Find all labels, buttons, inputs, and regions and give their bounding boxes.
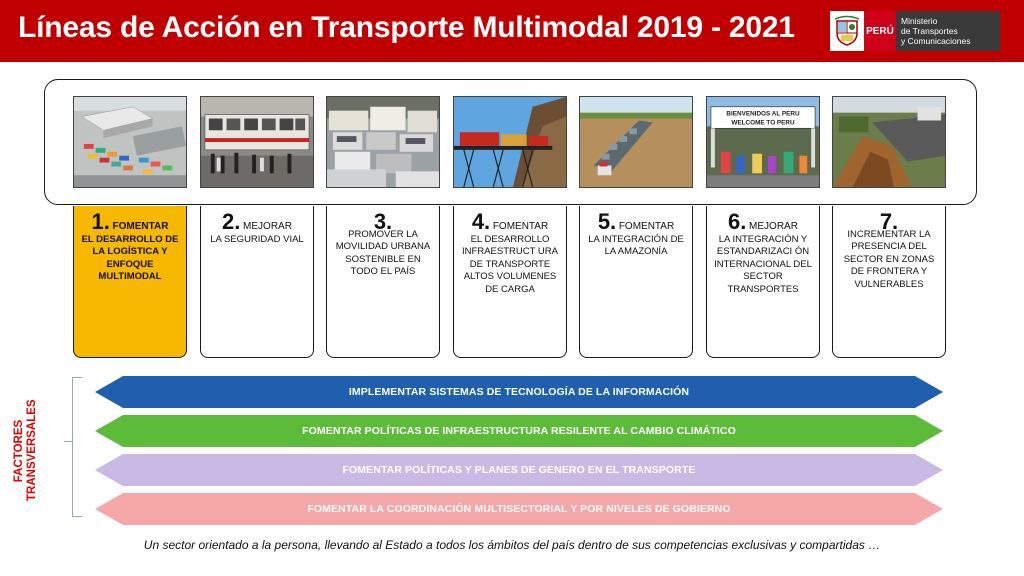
- amazon-barge-photo: [579, 96, 693, 188]
- urban-traffic-photo: [326, 96, 440, 188]
- card-lead: FOMENTAR: [492, 221, 549, 232]
- train-bridge-photo: [453, 96, 567, 188]
- action-line-card-7: [832, 206, 946, 358]
- arrow-label: FOMENTAR LA COORDINACIÓN MULTISECTORIAL Y POR NIVELES DE GOBIERNO: [307, 503, 731, 515]
- card-number: 3.: [373, 209, 393, 234]
- action-line-card-5: [579, 206, 693, 358]
- action-line-card-1: [73, 206, 187, 358]
- card-number: 2.: [222, 209, 241, 234]
- card-text: LA INTEGRACIÓN Y ESTANDARIZACI ÓN INTERNACIONAL DEL SECTOR TRANSPORTES: [714, 233, 812, 295]
- card-number: 6.: [728, 209, 747, 234]
- transversal-bracket: [72, 377, 82, 517]
- action-line-card-2: [200, 206, 314, 358]
- transversal-factors-label: FACTORES TRANSVERSALES: [13, 399, 38, 501]
- border-crossing-photo: [706, 96, 820, 188]
- card-text: PROMOVER LA MOVILIDAD URBANA SOSTENIBLE EN TODO EL PAÍS: [335, 228, 431, 277]
- sign-line-1: BIENVENIDOS AL PERU: [726, 110, 800, 118]
- footer-tagline: Un sector orientado a la persona, llevando al Estado a todos los ámbitos del país dentro de sus competencias exclusivas y compartidas …: [143, 538, 881, 552]
- card-text: EL DESARROLLO INFRAESTRUCT URA DE TRANSPORTE ALTOS VOLUMENES DE CARGA: [462, 233, 558, 295]
- action-line-card-6: [706, 206, 820, 358]
- ministry-logo: [830, 11, 1000, 51]
- arrow-label: IMPLEMENTAR SISTEMAS DE TECNOLOGÍA DE LA INFORMACIÓN: [348, 386, 690, 398]
- peru-label: PERÚ: [864, 11, 896, 51]
- arrow-label: FOMENTAR POLÍTICAS DE INFRAESTRUCTURA RESILENTE AL CAMBIO CLIMÁTICO: [302, 425, 736, 437]
- card-text: LA INTEGRACIÓN DE LA AMAZONÍA: [588, 233, 684, 257]
- card-text: LA SEGURIDAD VIAL: [210, 233, 304, 245]
- card-number: 7.: [879, 209, 899, 234]
- transversal-arrow-1: [95, 376, 943, 408]
- card-text: EL DESARROLLO DE LA LOGÍSTICA Y ENFOQUE MULTIMODAL: [81, 233, 179, 282]
- bus-accident-photo: [200, 96, 314, 188]
- card-number: 4.: [471, 209, 491, 234]
- logistics-terminal-photo: [73, 96, 187, 188]
- card-text: INCREMENTAR LA PRESENCIA DEL SECTOR EN ZONAS DE FRONTERA Y VULNERABLES: [843, 228, 935, 290]
- ministry-name: Ministerio de Transportes y Comunicaciones: [896, 11, 1000, 51]
- card-lead: FOMENTAR: [112, 221, 169, 232]
- national-seal-icon: [830, 11, 864, 51]
- transversal-arrow-3: [95, 454, 943, 486]
- card-number: 5.: [597, 209, 617, 234]
- transversal-arrow-2: [95, 415, 943, 447]
- bracket-tick: [64, 441, 72, 442]
- transversal-arrow-4: [95, 493, 943, 525]
- sign-line-2: WELCOME TO PERU: [731, 119, 795, 127]
- card-lead: MEJORAR: [749, 221, 798, 232]
- header-bar: [0, 0, 1024, 62]
- action-line-card-3: [326, 206, 440, 358]
- action-line-card-4: [453, 206, 567, 358]
- card-lead: MEJORAR: [243, 221, 292, 232]
- damaged-road-photo: [832, 96, 946, 188]
- card-number: 1.: [91, 209, 110, 234]
- page-title: Líneas de Acción en Transporte Multimodal 2019 - 2021: [18, 11, 795, 44]
- card-lead: FOMENTAR: [618, 221, 675, 232]
- arrow-label: FOMENTAR POLÍTICAS Y PLANES DE GENERO EN EL TRANSPORTE: [342, 464, 696, 476]
